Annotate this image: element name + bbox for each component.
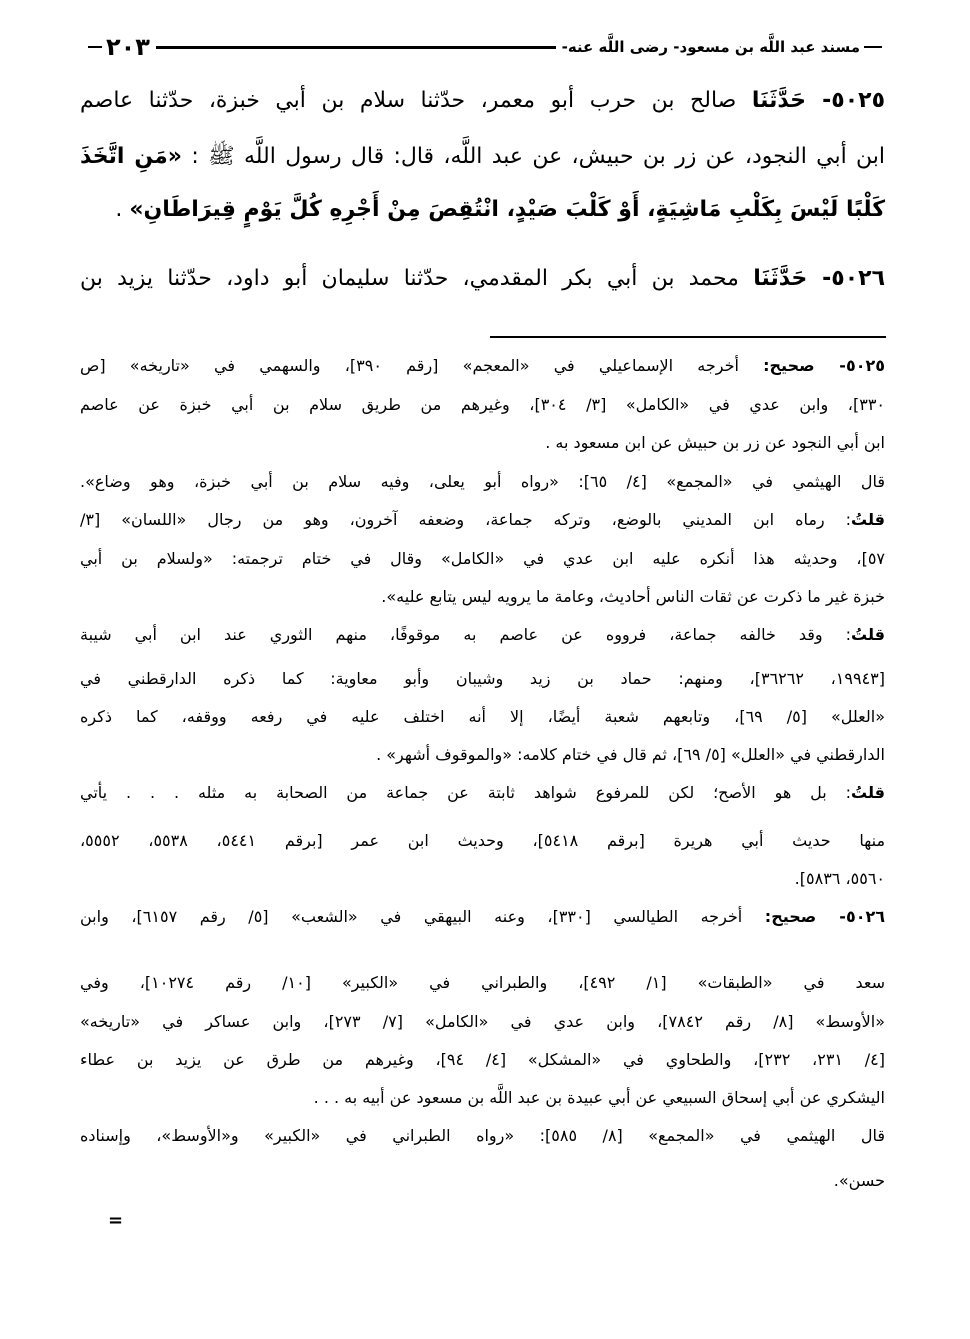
- bold-text-segment: ٥٠٢٥- حَدَّثَنَا: [751, 88, 885, 113]
- footnote-line: [80, 833, 885, 849]
- main-text-line: [115, 199, 885, 221]
- running-header: [84, 30, 886, 64]
- text-segment: : بل هو الأصح؛ لكن للمرفوع شواهد ثابتة عن جماعة من الصحابة به مثله . . . يأتي: [80, 783, 852, 802]
- footnote-line: [80, 785, 885, 801]
- footnote-line: [80, 671, 885, 687]
- footnote-line: [80, 1052, 885, 1068]
- footnote-line: [381, 589, 885, 605]
- footnote-line: [80, 551, 885, 567]
- bold-text-segment: ٥٠٢٥- صحيح:: [763, 356, 885, 375]
- bold-text-segment: كَلْبًا لَيْسَ بِكَلْبِ مَاشِيَةٍ، أَوْ كَلْبَ صَيْدٍ، انْتُقِصَ مِنْ أَجْرِهِ كُلَّ يَوْمٍ قِيرَاطَانِ»: [129, 197, 885, 222]
- footnote-separator: [490, 336, 886, 338]
- bold-text-segment: قلتُ: [851, 510, 885, 529]
- text-segment: سعد في «الطبقات» [١/ ٤٩٢]، والطبراني في «الكبير» [١٠/ رقم ١٠٢٧٤]، وفي: [80, 973, 886, 992]
- continuation-mark: =: [108, 1210, 124, 1231]
- text-segment: ابن أبي النجود، عن زر بن حبيش، عن عبد اللَّه، قال: قال رسول اللَّه ﷺ :: [182, 144, 886, 169]
- text-segment: قال الهيثمي في «المجمع» [٤/ ٦٥]: «رواه أبو يعلى، وفيه سلام بن أبي خبزة، وهو وضاع».: [80, 472, 885, 491]
- footnote-line: [314, 1090, 885, 1106]
- text-segment: ٣٣٠]، وابن عدي في «الكامل» [٣/ ٣٠٤]، وغيرهم من طريق سلام بن أبي خبزة عن عاصم: [80, 395, 885, 414]
- bold-text-segment: قلتُ: [851, 783, 885, 802]
- text-segment: اليشكري عن أبي إسحاق السبيعي عن أبي عبيدة بن عبد اللَّه بن مسعود عن أبيه به . . .: [313, 1088, 885, 1107]
- text-segment: منها حديث أبي هريرة [برقم ٥٤١٨]، وحديث ابن عمر [برقم ٥٤٤١، ٥٥٣٨، ٥٥٥٢،: [80, 831, 886, 850]
- footnote-line: [80, 397, 885, 413]
- text-segment: حسن».: [833, 1171, 885, 1190]
- text-segment: الدارقطني في «العلل» [٥/ ٦٩]، ثم قال في ختام كلامه: «والموقوف أشهر» .: [376, 745, 885, 764]
- footnote-line: [795, 871, 885, 887]
- footnote-line: [80, 1128, 885, 1144]
- footnote-line: [80, 1014, 885, 1030]
- header-dash: [864, 46, 882, 48]
- bold-text-segment: ٥٠٢٦- حَدَّثَنَا: [753, 266, 886, 291]
- text-segment: أخرجه الإسماعيلي في «المعجم» [رقم ٣٩٠]، والسهمي في «تاريخه» [ص: [80, 356, 764, 375]
- text-segment: أخرجه الطيالسي [٣٣٠]، وعنه البيهقي في «الشعب» [٥/ رقم ٦١٥٧]، وابن: [80, 907, 765, 926]
- header-dash: [88, 46, 102, 48]
- text-segment: خبزة غير ما ذكرت عن ثقات الناس أحاديث، وعامة ما يرويه ليس يتابع عليه».: [381, 587, 885, 606]
- text-segment: ٥٧]، وحديثه هذا أنكره عليه ابن عدي في «الكامل» وقال في ختام ترجمته: «ولسلام بن أبي: [80, 549, 885, 568]
- footnote-line: [80, 358, 885, 374]
- text-segment: ٥٥٦٠، ٥٨٣٦].: [794, 869, 885, 888]
- main-text-line: [80, 146, 885, 168]
- footnote-line: [80, 627, 885, 643]
- text-segment: .: [115, 197, 130, 222]
- footnote-line: [80, 474, 885, 490]
- text-segment: ابن أبي النجود عن زر بن حبيش عن ابن مسعود به .: [545, 433, 885, 452]
- footnote-line: [834, 1173, 885, 1189]
- text-segment: قال الهيثمي في «المجمع» [٨/ ٥٨٥]: «رواه الطبراني في «الكبير» و«الأوسط»، وإسناده: [80, 1126, 886, 1145]
- text-segment: [١٩٩٤٣، ٣٦٢٦٢]، ومنهم: حماد بن زيد وشيبان وأبو معاوية: كما ذكره الدارقطني في: [80, 669, 886, 688]
- text-segment: : وقد خالفه جماعة، فرووه عن عاصم به موقوفًا، منهم الثوري عند ابن أبي شيبة: [80, 625, 852, 644]
- text-segment: صالح بن حرب أبو معمر، حدّثنا سلام بن أبي خبزة، حدّثنا عاصم: [80, 88, 752, 113]
- text-segment: «العلل» [٥/ ٦٩]، وتابعهم شعبة أيضًا، إلا أنه اختلف عليه في رفعه ووقفه، كما ذكره: [80, 707, 886, 726]
- bold-text-segment: ٥٠٢٦- صحيح:: [764, 907, 886, 926]
- footnote-line: [80, 909, 885, 925]
- footnote-line: [80, 975, 885, 991]
- footnote-line: [545, 435, 885, 451]
- text-segment: محمد بن أبي بكر المقدمي، حدّثنا سليمان أبو داود، حدّثنا يزيد بن: [80, 266, 754, 291]
- header-rule: [156, 46, 556, 49]
- main-text-line: [80, 268, 885, 290]
- footnote-line: [376, 747, 885, 763]
- text-segment: «الأوسط» [٨/ رقم ٧٨٤٢]، وابن عدي في «الكامل» [٧/ ٢٧٣]، وابن عساكر في «تاريخه»: [80, 1012, 886, 1031]
- page-number: ٢٠٣: [106, 33, 150, 61]
- text-segment: [٤/ ٢٣١، ٢٣٢]، والطحاوي في «المشكل» [٤/ ٩٤]، وغيرهم من طرق عن يزيد بن عطاء: [80, 1050, 885, 1069]
- bold-text-segment: «مَنِ اتَّخَذَ: [80, 144, 182, 169]
- main-text-line: [80, 90, 885, 112]
- footnote-line: [80, 512, 885, 528]
- footnote-line: [80, 709, 885, 725]
- text-segment: : رماه ابن المديني بالوضع، وتركه جماعة، وضعفه آخرون، وهو من رجال «اللسان» [٣/: [80, 510, 852, 529]
- bold-text-segment: قلتُ: [851, 625, 885, 644]
- running-title: مسند عبد اللَّه بن مسعود- رضى اللَّه عنه-: [561, 38, 860, 56]
